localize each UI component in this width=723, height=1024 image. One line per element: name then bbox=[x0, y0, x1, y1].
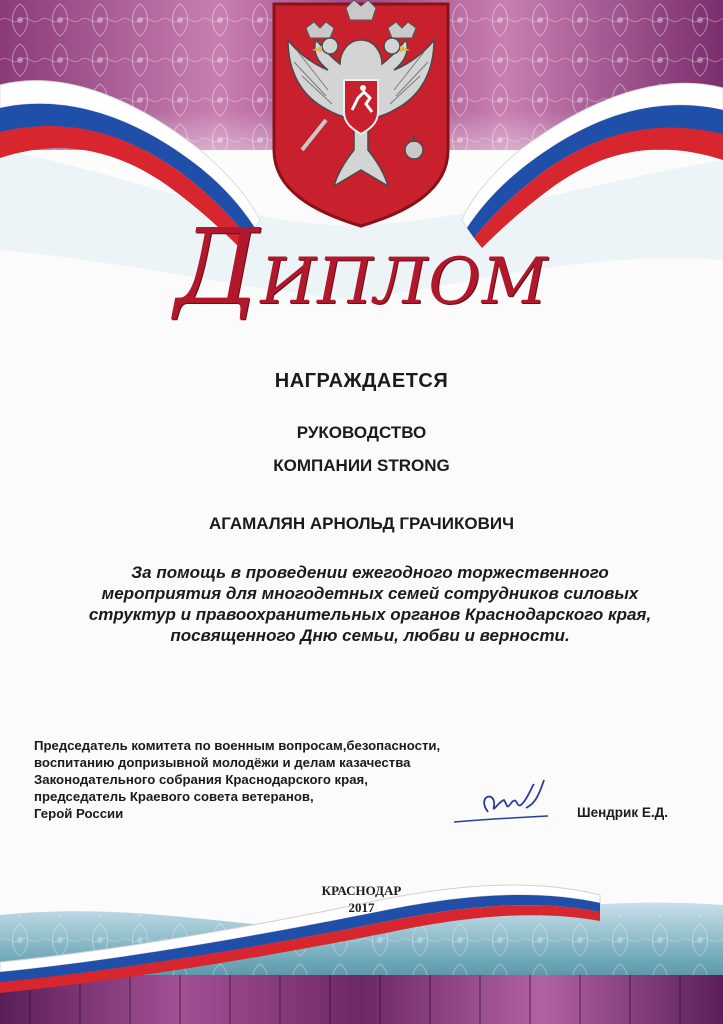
recipient-line-1: РУКОВОДСТВО bbox=[296, 423, 427, 442]
recipient-name: АГАМАЛЯН АРНОЛЬД ГРАЧИКОВИЧ bbox=[208, 514, 515, 533]
year: 2017 bbox=[348, 900, 375, 915]
signatory-line: воспитанию допризывной молодёжи и делам казачества bbox=[34, 755, 411, 770]
handwritten-signature bbox=[448, 776, 558, 828]
reason-line: структур и правоохранительных органов Краснодарского края, bbox=[88, 605, 652, 624]
award-reason bbox=[30, 562, 710, 646]
signatory-line: Председатель комитета по военным вопросам,безопасности, bbox=[34, 738, 441, 753]
city: КРАСНОДАР bbox=[321, 883, 402, 898]
signatory-line: Герой России bbox=[34, 806, 124, 821]
diploma-title bbox=[0, 206, 723, 328]
place-and-year bbox=[0, 882, 723, 916]
signatory-name: Шендрик Е.Д. bbox=[577, 805, 668, 820]
title-initial: Д bbox=[174, 206, 261, 328]
recipient-line-2: КОМПАНИИ STRONG bbox=[273, 456, 450, 475]
signatory-line: председатель Краевого совета ветеранов, bbox=[34, 789, 314, 804]
signatory-line: Законодательного собрания Краснодарского края, bbox=[34, 772, 368, 787]
awarded-heading: НАГРАЖДАЕТСЯ bbox=[274, 370, 449, 392]
title-rest: ИПЛОМ bbox=[260, 245, 549, 319]
reason-line: посвященного Дню семьи, любви и верности. bbox=[170, 626, 570, 645]
reason-line: За помощь в проведении ежегодного торжественного bbox=[131, 563, 609, 582]
reason-line: мероприятия для многодетных семей сотрудников силовых bbox=[101, 584, 639, 603]
coat-of-arms-icon bbox=[268, 0, 454, 228]
